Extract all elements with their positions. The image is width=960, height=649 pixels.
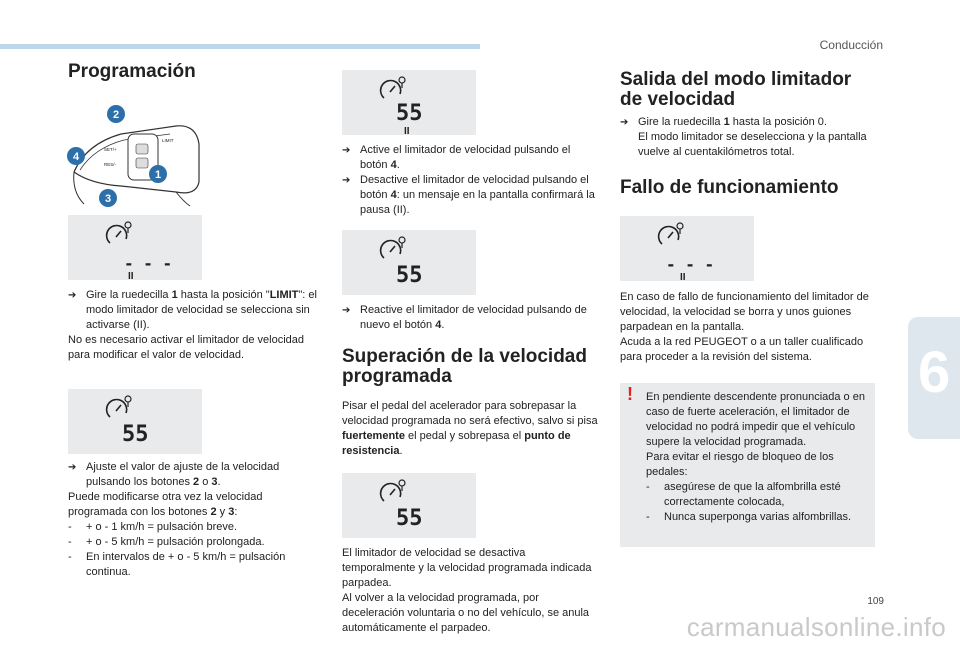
page-number: 109 [867,596,884,607]
display-speed-setting [68,389,202,454]
lever-label-limit: LIMIT [162,138,174,143]
bullet-icon: ➔ [342,175,351,186]
lever-illustration [66,104,320,209]
callout-4: 4 [72,151,80,163]
superacion-para2: El limitador de velocidad se desactiva temporalmente y la velocidad programada indicada parpadea. [342,547,592,589]
display-limit-paused [68,215,202,280]
programacion-para1: No es necesario activar el limitador de velocidad para modificar el valor de velocidad. [68,334,305,361]
display-pause: II [404,126,410,135]
warning-box [620,383,875,547]
lever-label-res: RES/- [104,162,117,167]
list-item: - En intervalos de + o - 5 km/h = pulsación continua. [68,551,286,578]
display-speed-blinking [342,473,476,538]
list-item: - + o - 5 km/h = pulsación prolongada. [68,536,265,548]
column-activacion [342,70,600,636]
callout-3: 3 [104,193,112,205]
programacion-adjust-text: ➔ Ajuste el valor de ajuste de la velocidad pulsando los botones 2 o 3. Puede modificarse otra vez la velocidad programada con los botones 2 y 3: - + o - 1 km/h = pulsación breve. - + o - 5 km/h = pulsación prolongada. - En intervalos de + o - 5 km/h = pulsación continua. [68,460,320,580]
warning-text: En pendiente descendente pronunciada o en caso de fuerte aceleración, el limitador de velocidad no podrá impedir que el vehículo supere la velocidad programada. [646,391,865,448]
display-pause: II [128,271,134,280]
list-item: - asegúrese de que la alfombrilla esté correctamente colocada, [646,481,841,508]
display-speed-active [342,230,476,295]
display-dashes: - - - [666,255,715,274]
heading-salida: Salida del modo limitador de velocidad [620,69,852,110]
speedometer-limit-icon [381,77,405,98]
warning-icon: ! [627,384,633,404]
bullet-icon: ➔ [68,462,77,473]
speedometer-limit-icon [107,222,131,243]
bullet-icon: ➔ [342,305,351,316]
fallo-para2: Acuda a la red PEUGEOT o a un taller cualificado para proceder a la revisión del sistema. [620,336,864,363]
activacion-text: ➔ Active el limitador de velocidad pulsando el botón 4. ➔ Desactive el limitador de velocidad pulsando el botón 4: un mensaje en la pantalla confirmará la pausa (II). [342,144,595,216]
display-speed-paused [342,70,476,135]
bullet-icon: ➔ [620,117,629,128]
bullet-icon: ➔ [342,145,351,156]
display-speed: 55 [396,263,423,288]
column-salida [620,70,875,547]
heading-superacion: Superación de la velocidad programada [342,346,587,387]
programacion-text: ➔ Gire la ruedecilla 1 hasta la posición "LIMIT": el modo limitador de velocidad se selecciona sin activarse (II). No es necesario activar el limitador de velocidad para modificar el valor de velocidad. [68,288,320,363]
display-dashes: - - - [124,254,173,273]
list-item: - + o - 1 km/h = pulsación breve. [68,521,238,533]
callout-2: 2 [112,109,120,121]
header-accent-bar [0,44,480,49]
display-speed: 55 [122,422,149,447]
speedometer-limit-icon [381,480,405,501]
heading-programacion: Programación [68,61,196,82]
watermark: carmanualsonline.info [686,612,946,642]
chapter-tab [908,317,960,439]
superacion-para1: Pisar el pedal del acelerador para sobrepasar la velocidad programada no será efectivo, salvo si pisa fuertemente el pedal y sobrepasa el punto de resistencia. [342,400,598,457]
heading-fallo: Fallo de funcionamiento [620,177,839,198]
display-speed: 55 [396,506,423,531]
speedometer-limit-icon [107,396,131,417]
speedometer-limit-icon [381,237,405,258]
list-item: - Nunca superponga varias alfombrillas. [646,511,852,523]
superacion-para3: Al volver a la velocidad programada, por deceleración voluntaria o no del vehículo, se anula automáticamente el parpadeo. [342,592,590,634]
salida-text: ➔ Gire la ruedecilla 1 hasta la posición 0. El modo limitador se deselecciona y la pantalla vuelve al cuentakilómetros total. [620,116,867,158]
section-title: Conducción [819,38,883,52]
bullet-icon: ➔ [68,290,77,301]
chapter-number: 6 [918,340,951,405]
display-pause: II [680,272,686,281]
callout-1: 1 [154,169,162,181]
warning-text2: Para evitar el riesgo de bloqueo de los pedales: [646,451,834,478]
column-programacion [68,62,320,580]
reactivacion-text: ➔ Reactive el limitador de velocidad pulsando de nuevo el botón 4. [342,304,587,331]
lever-label-set: SET/+ [104,147,117,152]
display-fault [620,216,754,281]
speedometer-limit-icon [659,223,683,244]
display-speed: 55 [396,101,423,126]
fallo-para1: En caso de fallo de funcionamiento del limitador de velocidad, la velocidad se borra y unos guiones parpadean en la pantalla. [620,291,869,333]
